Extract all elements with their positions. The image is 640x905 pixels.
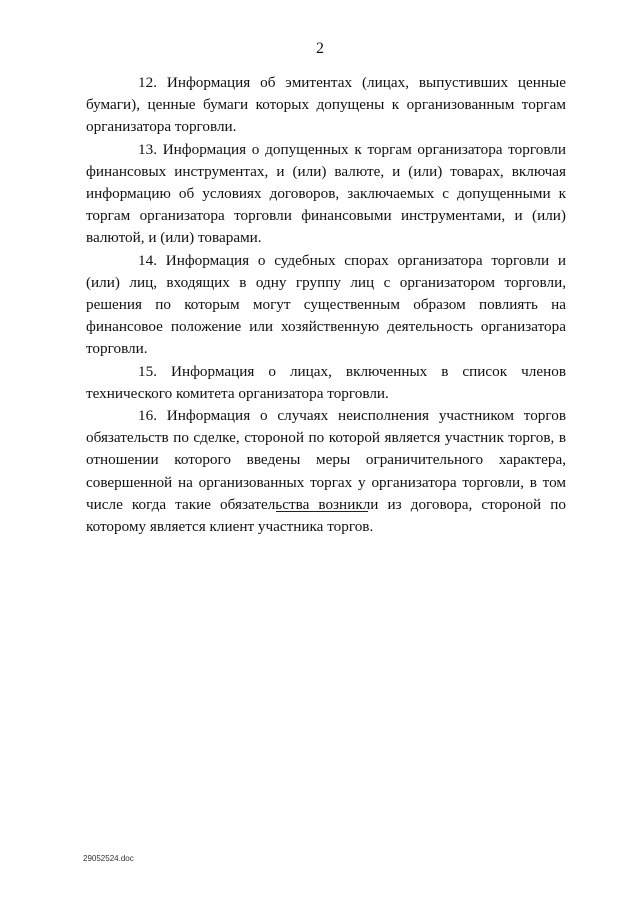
paragraph-14: 14. Информация о судебных спорах организатора торговли и (или) лиц, входящих в одну группу лиц с организатором торговли, решения по которым могут существенным образом повлиять на финансовое положение или хозяйственную деятельность организатора торговли. — [86, 251, 566, 358]
document-file-code: 29052524.doc — [83, 854, 134, 863]
paragraph-15: 15. Информация о лицах, включенных в список членов технического комитета организатора торговли. — [86, 362, 566, 402]
page-number: 2 — [316, 40, 324, 57]
document-body — [86, 72, 566, 538]
paragraph-12: 12. Информация об эмитентах (лицах, выпустивших ценные бумаги), ценные бумаги которых допущены к организованным торгам организатора торговли. — [86, 74, 566, 136]
end-of-text-rule — [276, 511, 368, 512]
paragraph-16: 16. Информация о случаях неисполнения участником торгов обязательств по сделке, стороной по которой является участник торгов, в отношении которого введены меры ограничительного характера, совершенной на организованных торгах у организатора торговли, в том числе когда такие обязательства возникли из договора, стороной по которому является клиент участника торгов. — [86, 407, 566, 536]
paragraph-13: 13. Информация о допущенных к торгам организатора торговли финансовых инструментах, и (или) валюте, и (или) товарах, включая информацию об условиях договоров, заключаемых с допущенными к торгам организатора торговли финансовыми инструментами, и (или) валютой, и (или) товарами. — [86, 140, 566, 247]
